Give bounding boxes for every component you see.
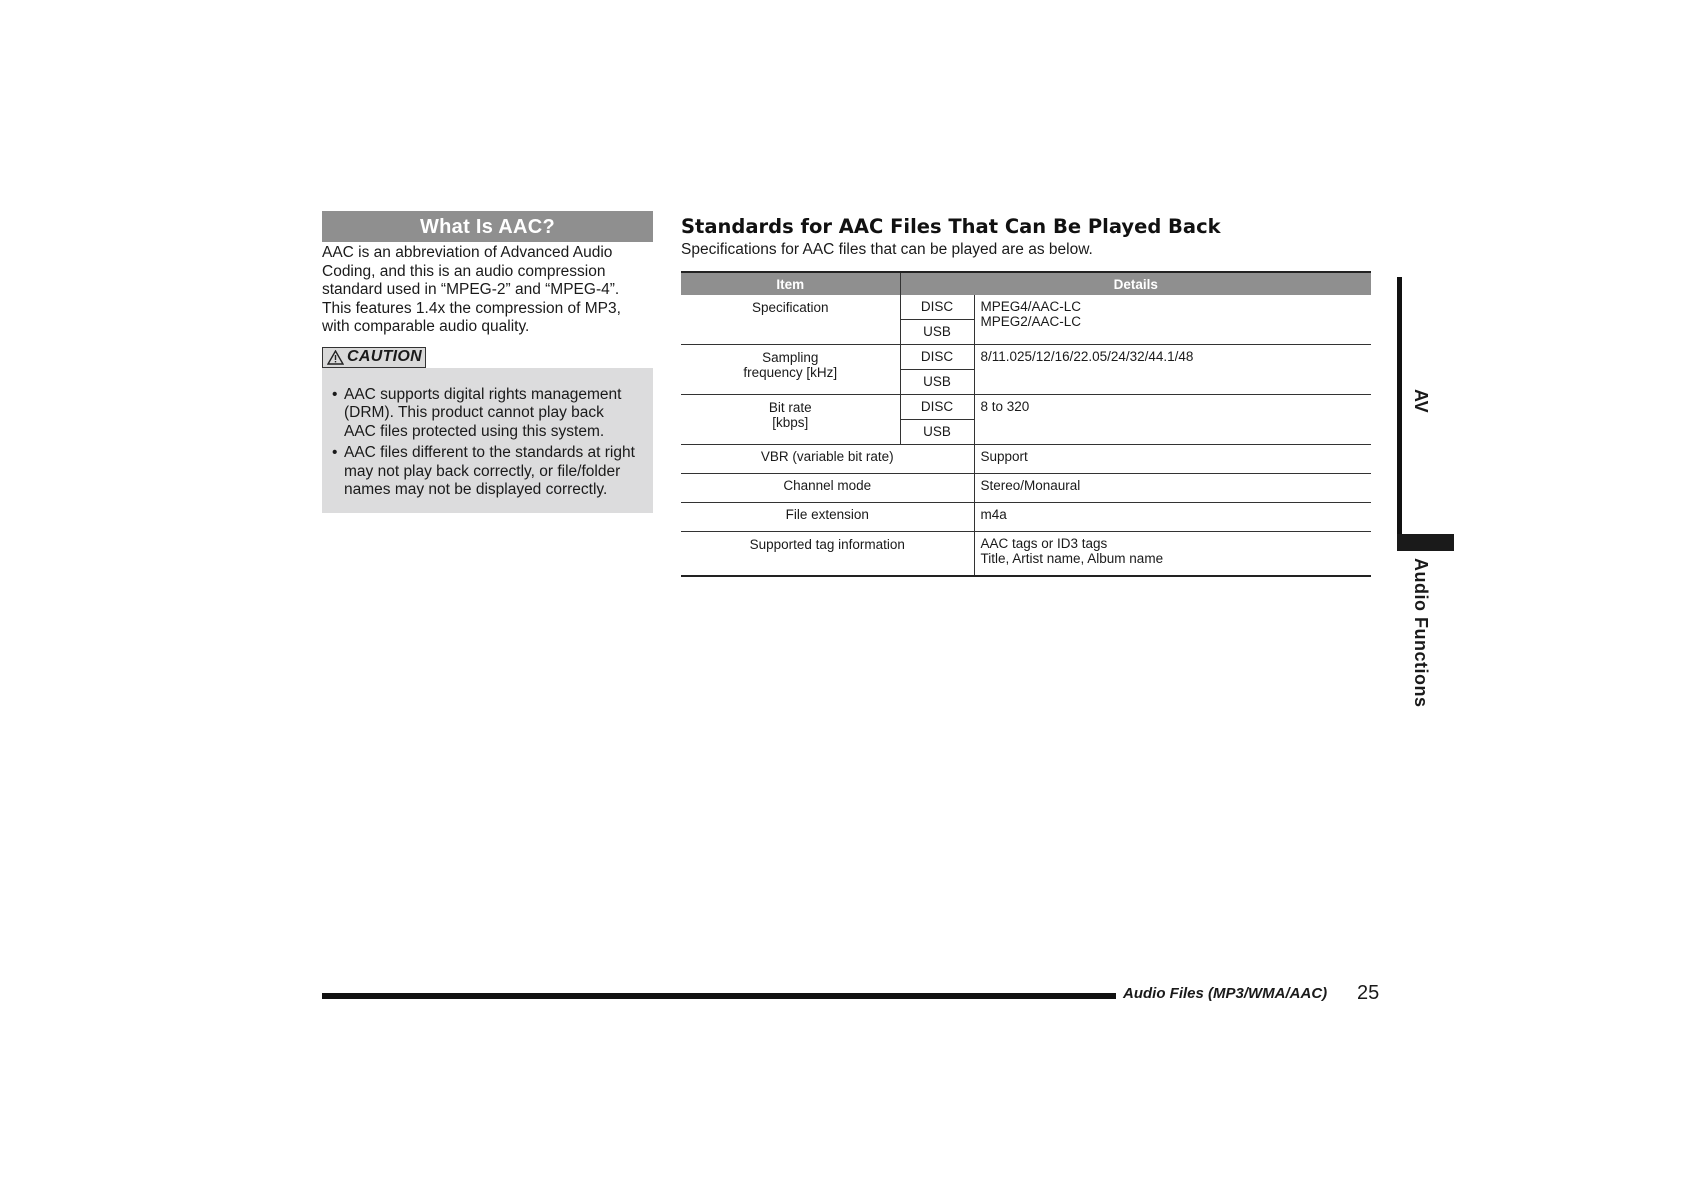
table-row (681, 532, 1371, 577)
table-row (681, 345, 1371, 370)
caution-label (322, 347, 426, 368)
row-item: Sampling frequency [kHz] (681, 345, 900, 395)
row-detail: 8/11.025/12/16/22.05/24/32/44.1/48 (974, 345, 1371, 395)
side-tab-line (1397, 277, 1402, 536)
footer-title: Audio Files (MP3/WMA/AAC) (1123, 985, 1328, 1002)
table-row (681, 474, 1371, 503)
side-tab-section: AV (1411, 389, 1431, 413)
row-detail: Support (974, 445, 1371, 474)
header-item: Item (681, 272, 900, 295)
row-media: USB (900, 320, 974, 345)
caution-item: • AAC files different to the standards at right may not play back correctly, or file/folder names may not be displayed correctly. (332, 444, 635, 498)
header-details: Details (900, 272, 1371, 295)
side-tab-marker (1397, 534, 1454, 551)
aac-standards-section (681, 216, 1371, 577)
caution-text: CAUTION (347, 348, 422, 365)
row-detail: m4a (974, 503, 1371, 532)
table-row (681, 395, 1371, 420)
side-tab-chapter: Audio Functions (1411, 558, 1431, 708)
section-heading: What Is AAC? (322, 211, 653, 242)
aac-spec-table (681, 271, 1371, 577)
intro-paragraph: AAC is an abbreviation of Advanced Audio Coding, and this is an audio compression standard used in “MPEG-2” and “MPEG-4”. This features 1.4x the compression of MP3, with comparable audio quality. (322, 244, 621, 335)
table-row (681, 295, 1371, 320)
warning-triangle-icon (327, 350, 344, 365)
row-item: File extension (681, 503, 974, 532)
row-detail: 8 to 320 (974, 395, 1371, 445)
row-item: Supported tag information (681, 532, 974, 577)
table-header-row (681, 272, 1371, 295)
row-media: DISC (900, 395, 974, 420)
table-row (681, 503, 1371, 532)
caution-box (322, 368, 653, 513)
section-title: Standards for AAC Files That Can Be Played Back (681, 215, 1221, 238)
footer-rule (322, 993, 1116, 999)
what-is-aac-section (322, 211, 653, 513)
page-number: 25 (1357, 982, 1380, 1004)
row-detail: MPEG4/AAC-LC MPEG2/AAC-LC (974, 295, 1371, 345)
row-item: VBR (variable bit rate) (681, 445, 974, 474)
row-item: Channel mode (681, 474, 974, 503)
table-row (681, 445, 1371, 474)
row-media: USB (900, 370, 974, 395)
row-item: Specification (681, 295, 900, 345)
caution-item: • AAC supports digital rights management (DRM). This product cannot play back AAC files protected using this system. (332, 385, 622, 440)
caution-list (332, 386, 639, 500)
row-item: Bit rate [kbps] (681, 395, 900, 445)
row-media: DISC (900, 345, 974, 370)
row-media: USB (900, 420, 974, 445)
row-detail: AAC tags or ID3 tags Title, Artist name, Album name (974, 532, 1371, 577)
section-subtitle: Specifications for AAC files that can be played are as below. (681, 241, 1093, 258)
row-media: DISC (900, 295, 974, 320)
row-detail: Stereo/Monaural (974, 474, 1371, 503)
